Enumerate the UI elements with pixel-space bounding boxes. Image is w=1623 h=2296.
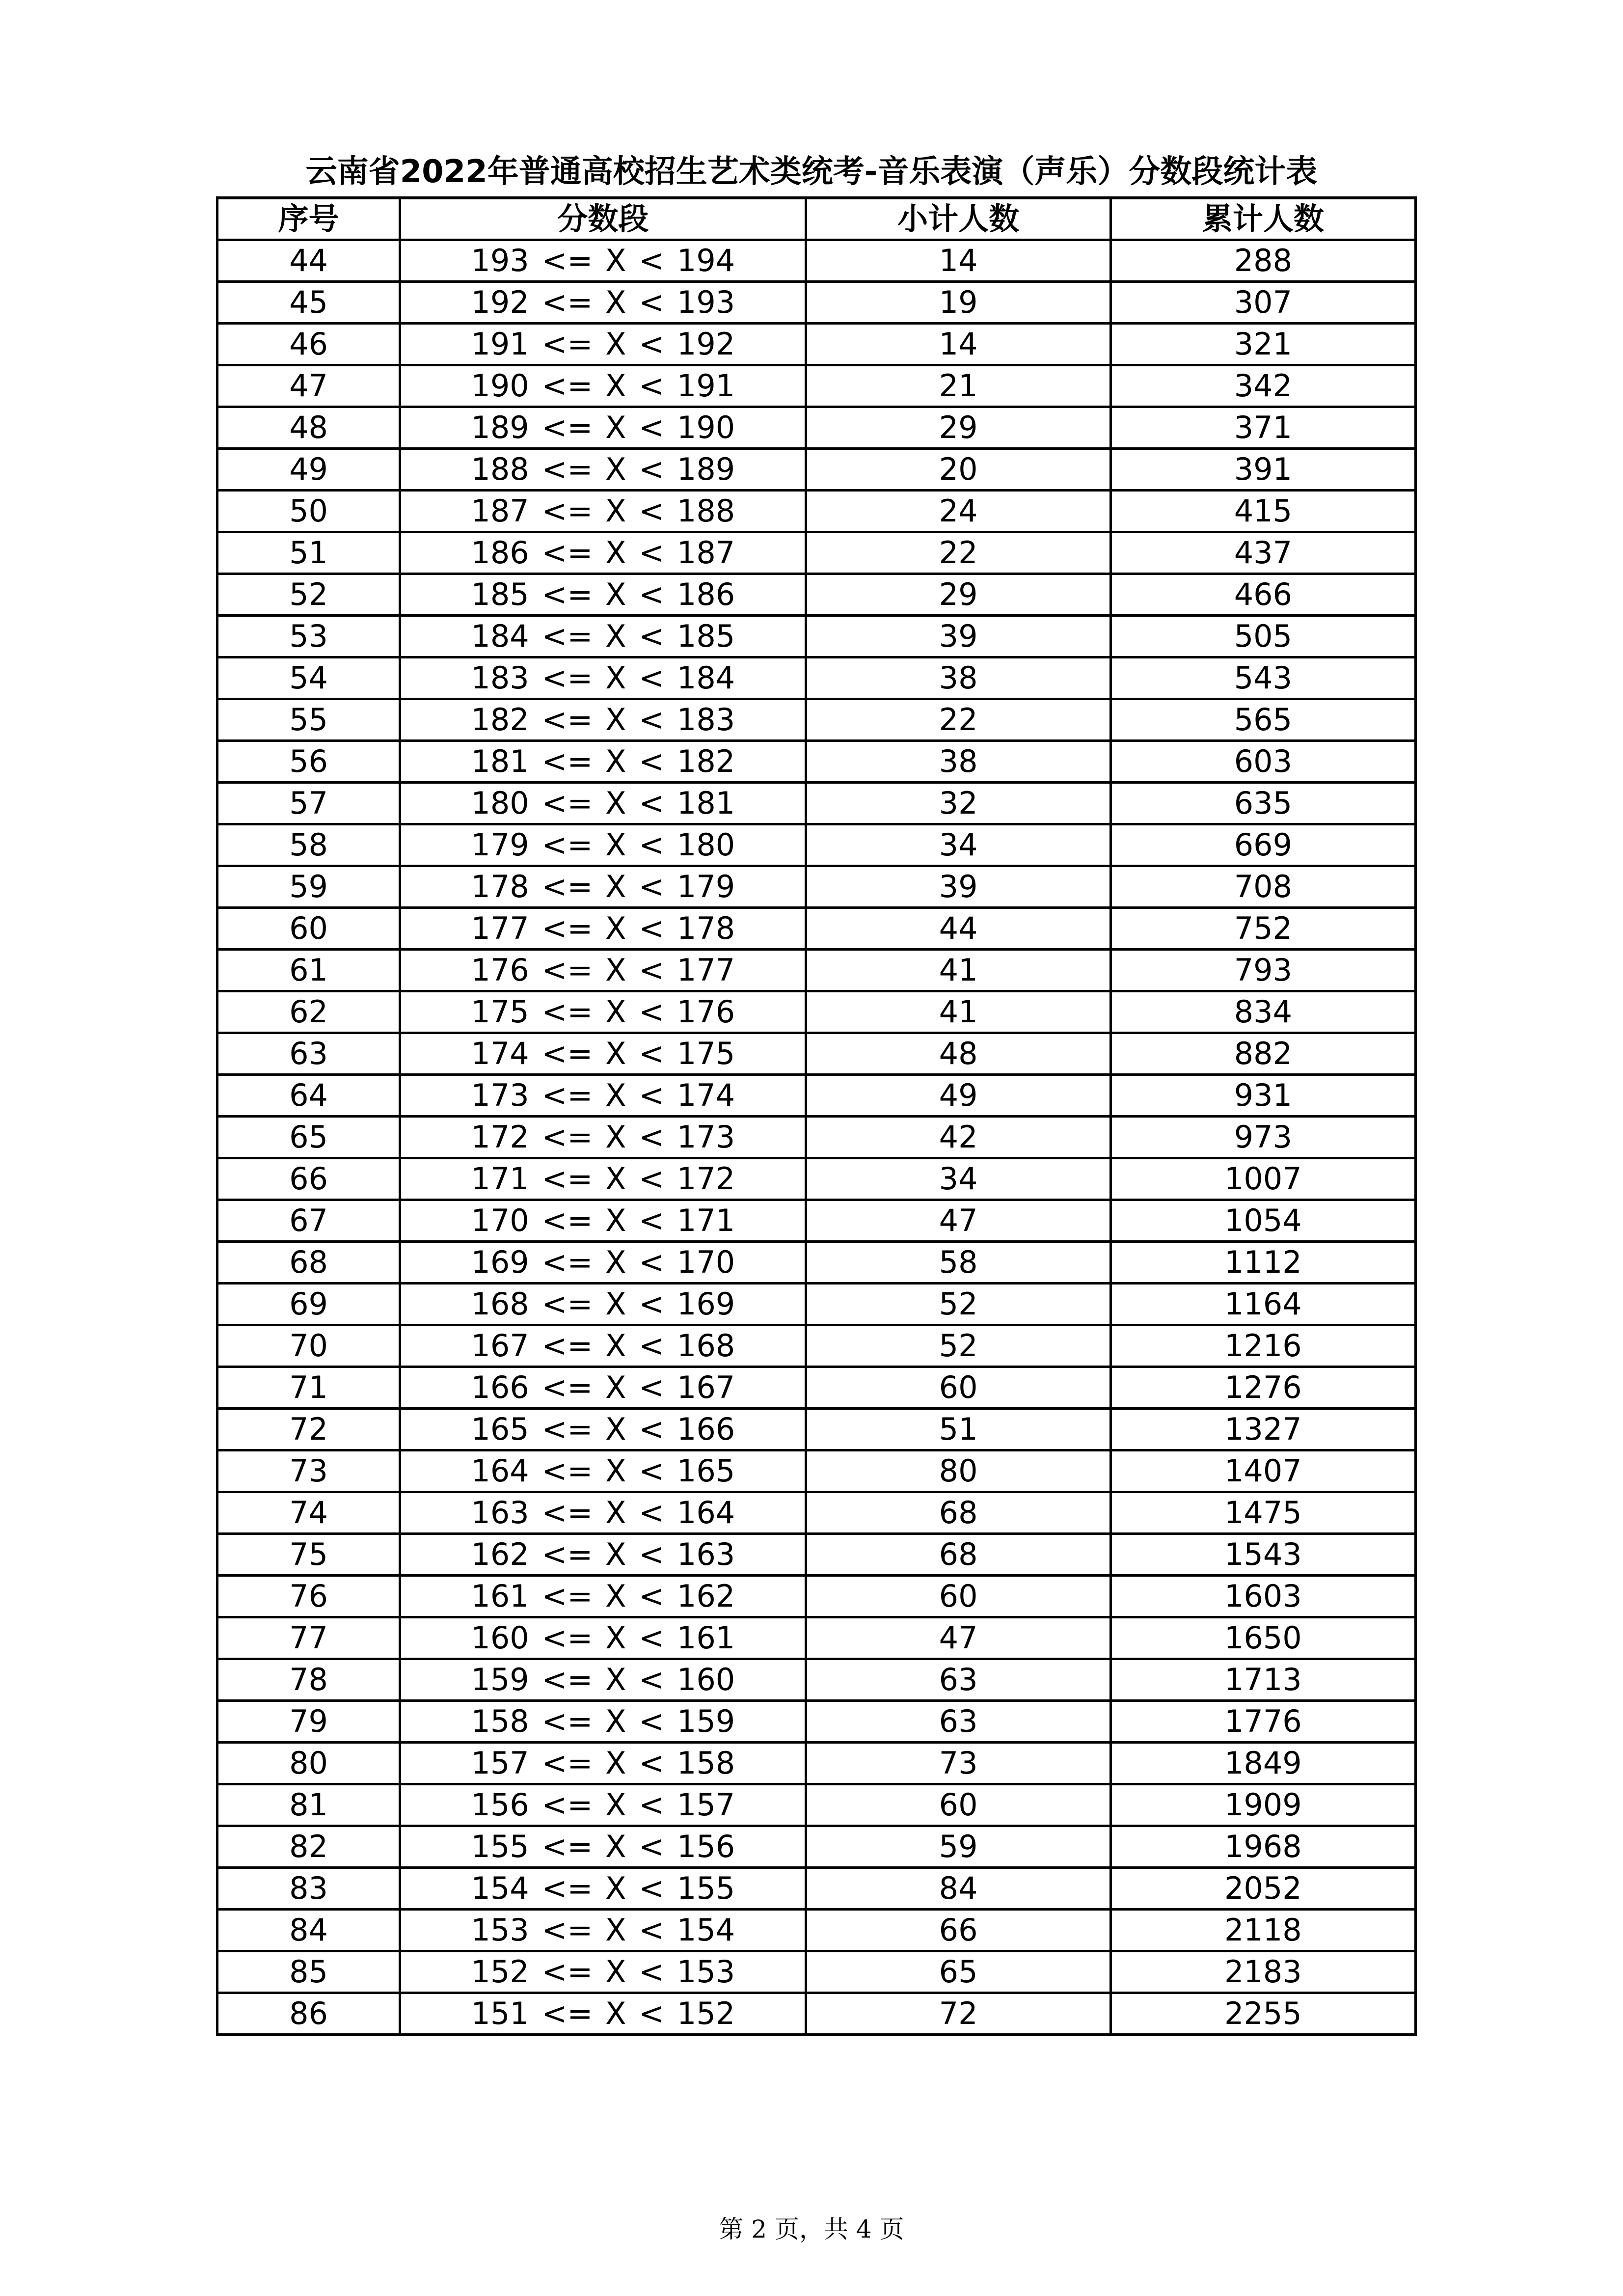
page-title: 云南省2022年普通高校招生艺术类统考-音乐表演（声乐）分数段统计表 <box>305 154 1318 190</box>
cell-cumulative: 1776 <box>1110 1701 1415 1743</box>
cell-subtotal: 63 <box>806 1701 1110 1743</box>
cell-subtotal: 73 <box>806 1743 1110 1784</box>
table-row <box>217 741 1416 783</box>
cell-subtotal: 14 <box>806 240 1110 282</box>
cell-subtotal: 72 <box>806 1993 1110 2035</box>
cell-subtotal: 52 <box>806 1325 1110 1367</box>
table-row <box>217 1075 1416 1117</box>
cell-score-range: 158 <= X < 159 <box>400 1701 806 1743</box>
cell-score-range: 156 <= X < 157 <box>400 1784 806 1826</box>
cell-cumulative: 1968 <box>1110 1826 1415 1868</box>
cell-score-range: 176 <= X < 177 <box>400 950 806 991</box>
cell-seq: 75 <box>217 1534 400 1576</box>
cell-seq: 57 <box>217 783 400 824</box>
cell-seq: 85 <box>217 1951 400 1993</box>
cell-cumulative: 415 <box>1110 491 1415 532</box>
cell-score-range: 151 <= X < 152 <box>400 1993 806 2035</box>
cell-subtotal: 39 <box>806 616 1110 657</box>
table-row <box>217 1826 1416 1868</box>
cell-cumulative: 1543 <box>1110 1534 1415 1576</box>
cell-score-range: 181 <= X < 182 <box>400 741 806 783</box>
cell-cumulative: 1849 <box>1110 1743 1415 1784</box>
cell-cumulative: 882 <box>1110 1033 1415 1075</box>
cell-cumulative: 1909 <box>1110 1784 1415 1826</box>
cell-subtotal: 19 <box>806 282 1110 324</box>
cell-seq: 44 <box>217 240 400 282</box>
cell-seq: 71 <box>217 1367 400 1409</box>
cell-seq: 66 <box>217 1158 400 1200</box>
header-seq: 序号 <box>217 198 400 240</box>
table-row <box>217 1659 1416 1701</box>
cell-cumulative: 371 <box>1110 407 1415 449</box>
cell-cumulative: 1112 <box>1110 1242 1415 1284</box>
cell-seq: 70 <box>217 1325 400 1367</box>
cell-cumulative: 2255 <box>1110 1993 1415 2035</box>
cell-subtotal: 32 <box>806 783 1110 824</box>
cell-cumulative: 1650 <box>1110 1617 1415 1659</box>
cell-subtotal: 38 <box>806 741 1110 783</box>
cell-seq: 65 <box>217 1117 400 1158</box>
cell-seq: 78 <box>217 1659 400 1701</box>
cell-score-range: 169 <= X < 170 <box>400 1242 806 1284</box>
cell-cumulative: 466 <box>1110 574 1415 616</box>
table-row <box>217 1242 1416 1284</box>
table-row <box>217 407 1416 449</box>
cell-subtotal: 34 <box>806 1158 1110 1200</box>
table-row <box>217 324 1416 365</box>
cell-cumulative: 1327 <box>1110 1409 1415 1450</box>
cell-cumulative: 1007 <box>1110 1158 1415 1200</box>
cell-seq: 45 <box>217 282 400 324</box>
cell-seq: 58 <box>217 824 400 866</box>
header-score-range: 分数段 <box>400 198 806 240</box>
cell-subtotal: 68 <box>806 1492 1110 1534</box>
cell-cumulative: 1054 <box>1110 1200 1415 1242</box>
cell-cumulative: 565 <box>1110 699 1415 741</box>
cell-subtotal: 42 <box>806 1117 1110 1158</box>
cell-score-range: 191 <= X < 192 <box>400 324 806 365</box>
cell-score-range: 173 <= X < 174 <box>400 1075 806 1117</box>
cell-cumulative: 1713 <box>1110 1659 1415 1701</box>
cell-subtotal: 51 <box>806 1409 1110 1450</box>
table-row <box>217 616 1416 657</box>
cell-seq: 46 <box>217 324 400 365</box>
cell-seq: 53 <box>217 616 400 657</box>
cell-score-range: 175 <= X < 176 <box>400 991 806 1033</box>
cell-subtotal: 22 <box>806 532 1110 574</box>
header-row <box>217 198 1416 240</box>
cell-subtotal: 65 <box>806 1951 1110 1993</box>
cell-seq: 51 <box>217 532 400 574</box>
cell-cumulative: 2183 <box>1110 1951 1415 1993</box>
cell-subtotal: 58 <box>806 1242 1110 1284</box>
cell-seq: 80 <box>217 1743 400 1784</box>
cell-cumulative: 2052 <box>1110 1868 1415 1910</box>
table-row <box>217 1450 1416 1492</box>
cell-seq: 48 <box>217 407 400 449</box>
cell-seq: 47 <box>217 365 400 407</box>
cell-score-range: 183 <= X < 184 <box>400 657 806 699</box>
table-row <box>217 365 1416 407</box>
cell-score-range: 184 <= X < 185 <box>400 616 806 657</box>
table-row <box>217 1284 1416 1325</box>
cell-subtotal: 34 <box>806 824 1110 866</box>
table-row <box>217 1743 1416 1784</box>
cell-subtotal: 21 <box>806 365 1110 407</box>
table-row <box>217 908 1416 950</box>
cell-subtotal: 60 <box>806 1576 1110 1617</box>
cell-seq: 52 <box>217 574 400 616</box>
cell-score-range: 168 <= X < 169 <box>400 1284 806 1325</box>
cell-subtotal: 39 <box>806 866 1110 908</box>
cell-score-range: 189 <= X < 190 <box>400 407 806 449</box>
cell-cumulative: 669 <box>1110 824 1415 866</box>
table-row <box>217 1033 1416 1075</box>
cell-seq: 63 <box>217 1033 400 1075</box>
cell-subtotal: 49 <box>806 1075 1110 1117</box>
cell-seq: 62 <box>217 991 400 1033</box>
cell-cumulative: 342 <box>1110 365 1415 407</box>
cell-subtotal: 84 <box>806 1868 1110 1910</box>
cell-score-range: 190 <= X < 191 <box>400 365 806 407</box>
cell-subtotal: 29 <box>806 574 1110 616</box>
cell-seq: 60 <box>217 908 400 950</box>
cell-score-range: 177 <= X < 178 <box>400 908 806 950</box>
cell-seq: 83 <box>217 1868 400 1910</box>
cell-cumulative: 391 <box>1110 449 1415 491</box>
cell-subtotal: 47 <box>806 1200 1110 1242</box>
cell-seq: 76 <box>217 1576 400 1617</box>
cell-cumulative: 505 <box>1110 616 1415 657</box>
cell-seq: 74 <box>217 1492 400 1534</box>
header-cumulative: 累计人数 <box>1110 198 1415 240</box>
cell-subtotal: 14 <box>806 324 1110 365</box>
cell-subtotal: 29 <box>806 407 1110 449</box>
cell-subtotal: 60 <box>806 1367 1110 1409</box>
cell-score-range: 162 <= X < 163 <box>400 1534 806 1576</box>
cell-score-range: 178 <= X < 179 <box>400 866 806 908</box>
cell-score-range: 164 <= X < 165 <box>400 1450 806 1492</box>
cell-cumulative: 603 <box>1110 741 1415 783</box>
cell-score-range: 159 <= X < 160 <box>400 1659 806 1701</box>
table-row <box>217 491 1416 532</box>
table-row <box>217 1158 1416 1200</box>
table-row <box>217 1993 1416 2035</box>
cell-seq: 84 <box>217 1910 400 1951</box>
cell-seq: 64 <box>217 1075 400 1117</box>
cell-subtotal: 20 <box>806 449 1110 491</box>
table-row <box>217 449 1416 491</box>
cell-score-range: 192 <= X < 193 <box>400 282 806 324</box>
cell-score-range: 154 <= X < 155 <box>400 1868 806 1910</box>
table-row <box>217 1200 1416 1242</box>
cell-seq: 73 <box>217 1450 400 1492</box>
cell-cumulative: 288 <box>1110 240 1415 282</box>
cell-cumulative: 1407 <box>1110 1450 1415 1492</box>
cell-cumulative: 1276 <box>1110 1367 1415 1409</box>
cell-subtotal: 24 <box>806 491 1110 532</box>
cell-seq: 72 <box>217 1409 400 1450</box>
cell-score-range: 155 <= X < 156 <box>400 1826 806 1868</box>
table-header <box>217 198 1416 240</box>
cell-subtotal: 44 <box>806 908 1110 950</box>
cell-score-range: 161 <= X < 162 <box>400 1576 806 1617</box>
cell-score-range: 160 <= X < 161 <box>400 1617 806 1659</box>
cell-score-range: 152 <= X < 153 <box>400 1951 806 1993</box>
cell-score-range: 172 <= X < 173 <box>400 1117 806 1158</box>
cell-seq: 82 <box>217 1826 400 1868</box>
cell-subtotal: 66 <box>806 1910 1110 1951</box>
cell-score-range: 188 <= X < 189 <box>400 449 806 491</box>
cell-subtotal: 38 <box>806 657 1110 699</box>
cell-cumulative: 321 <box>1110 324 1415 365</box>
table-row <box>217 950 1416 991</box>
table-row <box>217 824 1416 866</box>
table-row <box>217 532 1416 574</box>
cell-cumulative: 834 <box>1110 991 1415 1033</box>
cell-score-range: 170 <= X < 171 <box>400 1200 806 1242</box>
cell-seq: 77 <box>217 1617 400 1659</box>
cell-cumulative: 1603 <box>1110 1576 1415 1617</box>
cell-seq: 55 <box>217 699 400 741</box>
table-row <box>217 866 1416 908</box>
cell-subtotal: 59 <box>806 1826 1110 1868</box>
table-row <box>217 1951 1416 1993</box>
cell-cumulative: 1216 <box>1110 1325 1415 1367</box>
cell-subtotal: 22 <box>806 699 1110 741</box>
table-row <box>217 1576 1416 1617</box>
cell-cumulative: 635 <box>1110 783 1415 824</box>
table-row <box>217 1534 1416 1576</box>
cell-cumulative: 543 <box>1110 657 1415 699</box>
cell-score-range: 153 <= X < 154 <box>400 1910 806 1951</box>
cell-cumulative: 973 <box>1110 1117 1415 1158</box>
cell-seq: 59 <box>217 866 400 908</box>
cell-subtotal: 52 <box>806 1284 1110 1325</box>
table-row <box>217 1117 1416 1158</box>
table-row <box>217 240 1416 282</box>
cell-cumulative: 708 <box>1110 866 1415 908</box>
cell-cumulative: 307 <box>1110 282 1415 324</box>
cell-cumulative: 793 <box>1110 950 1415 991</box>
table-row <box>217 1617 1416 1659</box>
cell-score-range: 166 <= X < 167 <box>400 1367 806 1409</box>
cell-seq: 56 <box>217 741 400 783</box>
cell-seq: 49 <box>217 449 400 491</box>
table-row <box>217 282 1416 324</box>
cell-subtotal: 41 <box>806 950 1110 991</box>
cell-seq: 69 <box>217 1284 400 1325</box>
table-row <box>217 1701 1416 1743</box>
cell-score-range: 193 <= X < 194 <box>400 240 806 282</box>
cell-seq: 81 <box>217 1784 400 1826</box>
table-row <box>217 1367 1416 1409</box>
cell-score-range: 171 <= X < 172 <box>400 1158 806 1200</box>
cell-subtotal: 63 <box>806 1659 1110 1701</box>
cell-seq: 86 <box>217 1993 400 2035</box>
table-row <box>217 1868 1416 1910</box>
cell-subtotal: 60 <box>806 1784 1110 1826</box>
table-row <box>217 657 1416 699</box>
cell-seq: 54 <box>217 657 400 699</box>
table-row <box>217 1784 1416 1826</box>
cell-seq: 61 <box>217 950 400 991</box>
cell-subtotal: 68 <box>806 1534 1110 1576</box>
cell-score-range: 174 <= X < 175 <box>400 1033 806 1075</box>
cell-cumulative: 931 <box>1110 1075 1415 1117</box>
table-row <box>217 574 1416 616</box>
cell-score-range: 165 <= X < 166 <box>400 1409 806 1450</box>
cell-seq: 79 <box>217 1701 400 1743</box>
cell-subtotal: 47 <box>806 1617 1110 1659</box>
cell-seq: 67 <box>217 1200 400 1242</box>
cell-score-range: 167 <= X < 168 <box>400 1325 806 1367</box>
table-row <box>217 1409 1416 1450</box>
cell-score-range: 157 <= X < 158 <box>400 1743 806 1784</box>
cell-cumulative: 437 <box>1110 532 1415 574</box>
header-subtotal: 小计人数 <box>806 198 1110 240</box>
cell-score-range: 185 <= X < 186 <box>400 574 806 616</box>
cell-seq: 68 <box>217 1242 400 1284</box>
cell-cumulative: 1164 <box>1110 1284 1415 1325</box>
cell-subtotal: 80 <box>806 1450 1110 1492</box>
cell-subtotal: 48 <box>806 1033 1110 1075</box>
page-footer: 第 2 页，共 4 页 <box>719 2215 904 2243</box>
cell-score-range: 163 <= X < 164 <box>400 1492 806 1534</box>
cell-score-range: 179 <= X < 180 <box>400 824 806 866</box>
table-row <box>217 783 1416 824</box>
cell-cumulative: 752 <box>1110 908 1415 950</box>
cell-score-range: 186 <= X < 187 <box>400 532 806 574</box>
cell-cumulative: 1475 <box>1110 1492 1415 1534</box>
table-row <box>217 1492 1416 1534</box>
score-distribution-table <box>216 196 1417 2036</box>
cell-subtotal: 41 <box>806 991 1110 1033</box>
cell-score-range: 187 <= X < 188 <box>400 491 806 532</box>
cell-score-range: 182 <= X < 183 <box>400 699 806 741</box>
table-row <box>217 1325 1416 1367</box>
table-body <box>217 240 1416 2035</box>
cell-cumulative: 2118 <box>1110 1910 1415 1951</box>
table-row <box>217 699 1416 741</box>
table-row <box>217 1910 1416 1951</box>
table-row <box>217 991 1416 1033</box>
cell-seq: 50 <box>217 491 400 532</box>
cell-score-range: 180 <= X < 181 <box>400 783 806 824</box>
